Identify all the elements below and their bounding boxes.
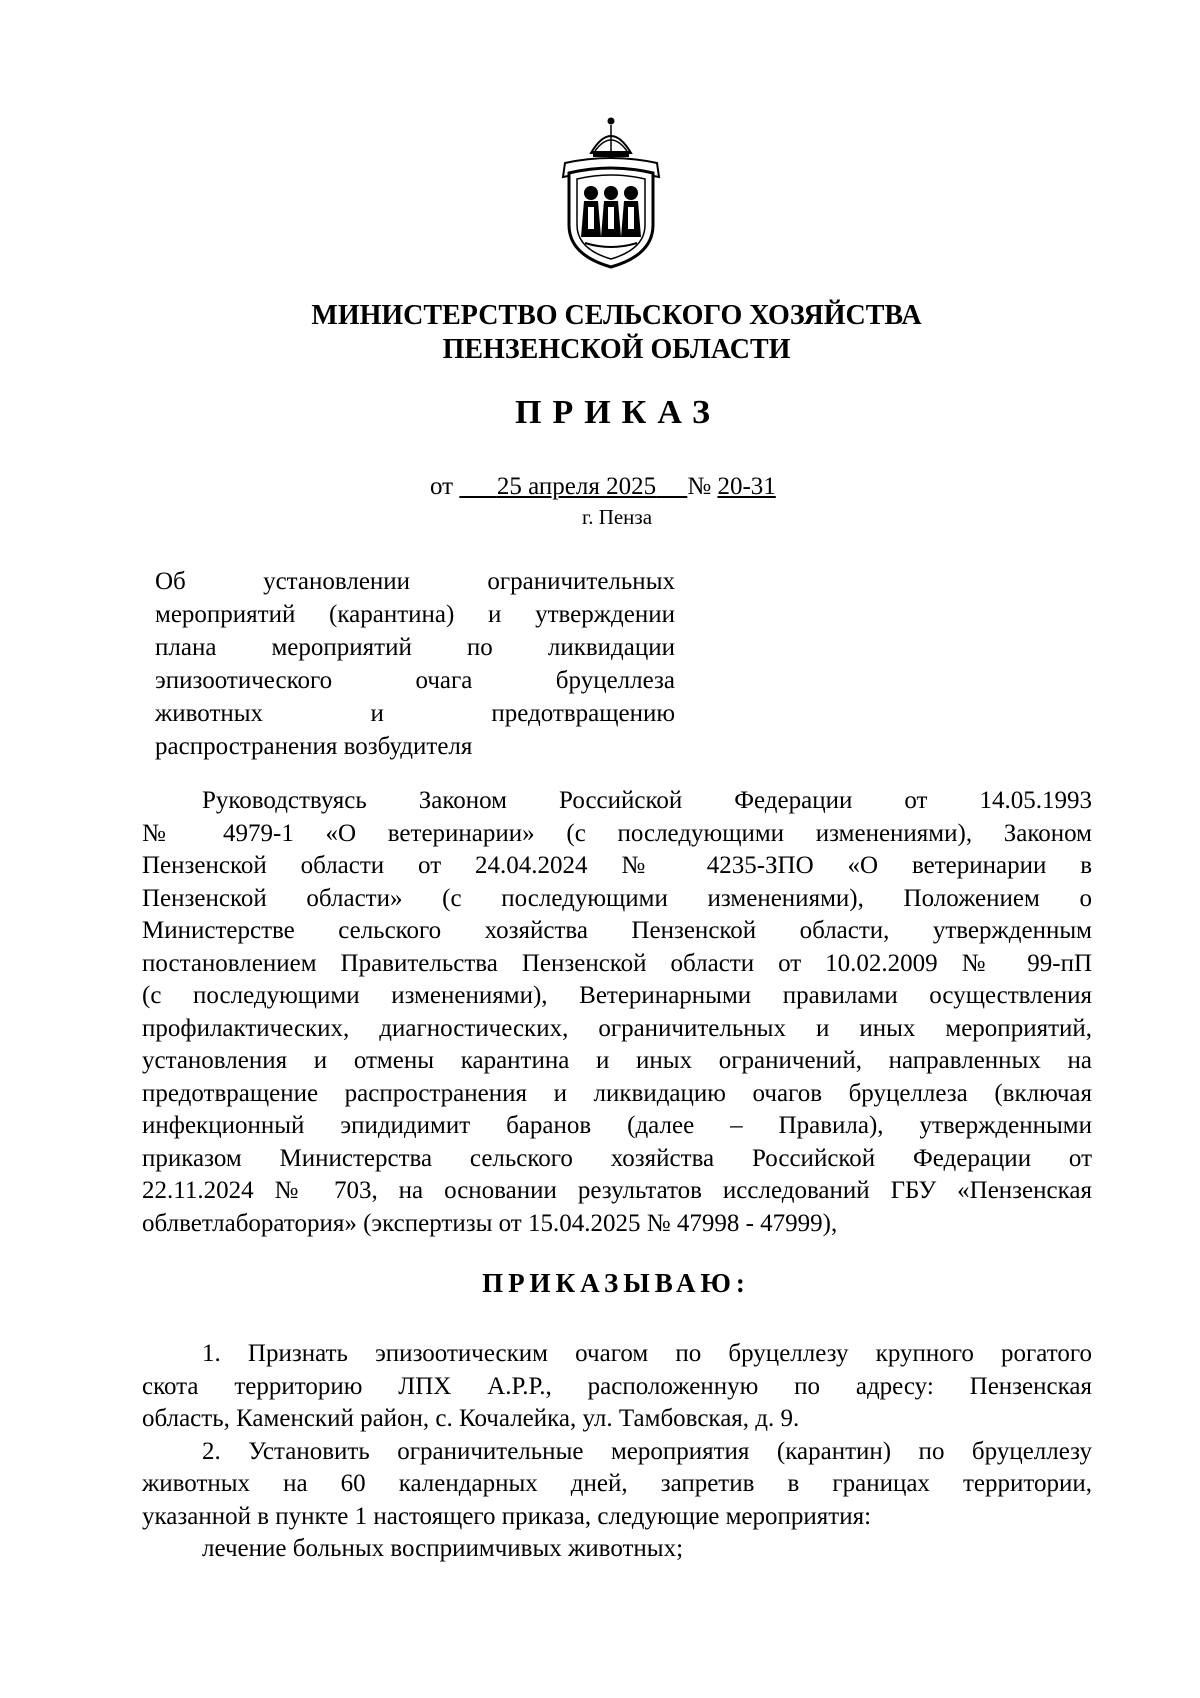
order-items: [142, 1338, 1092, 1566]
preamble-line: № 4979-1 «О ветеринарии» (с последующими изменениями), Законом: [142, 819, 1092, 847]
order-subject: [155, 565, 675, 763]
item-2-line: указанной в пункте 1 настоящего приказа, следующие мероприятия:: [142, 1502, 872, 1530]
preamble-line: постановлением Правительства Пензенской области от 10.02.2009 № 99-пП: [142, 949, 1092, 977]
preamble-line: установления и отмены карантина и иных ограничений, направленных на: [142, 1047, 1092, 1074]
document-type-title: ПРИКАЗ: [515, 394, 721, 431]
item-1-line: скота территорию ЛПХ А.Р.Р., расположенную по адресу: Пензенская: [142, 1372, 1092, 1400]
item-1-line: 1. Признать эпизоотическим очагом по бруцеллезу крупного рогатого: [202, 1340, 1092, 1367]
order-number: 20-31: [717, 473, 776, 500]
number-prefix: №: [687, 473, 712, 500]
subject-line: Об установлении ограничительных: [155, 568, 675, 595]
ministry-name-line1: МИНИСТЕРСТВО СЕЛЬСКОГО ХОЗЯЙСТВА: [311, 300, 922, 331]
city: г. Пенза: [581, 505, 653, 529]
preamble-line: Пензенской области от 24.04.2024 № 4235-ЗПО «О ветеринарии в: [142, 852, 1092, 879]
preamble-paragraph: [142, 785, 1092, 1240]
order-verb-heading: ПРИКАЗЫВАЮ:: [482, 1268, 750, 1298]
ministry-name-line2: ПЕНЗЕНСКОЙ ОБЛАСТИ: [442, 334, 791, 365]
preamble-line: профилактических, диагностических, ограничительных и иных мероприятий,: [142, 1014, 1092, 1042]
subject-line: животных и предотвращению: [155, 700, 675, 727]
item-2-line: животных на 60 календарных дней, запретив в границах территории,: [142, 1470, 1092, 1497]
subject-line: плана мероприятий по ликвидации: [155, 634, 675, 661]
preamble-line: Министерстве сельского хозяйства Пензенской области, утвержденным: [142, 917, 1092, 944]
order-date: 25 апреля 2025: [496, 473, 657, 500]
preamble-line: Руководствуясь Законом Российской Федерации от 14.05.1993: [202, 787, 1092, 814]
penza-coat-of-arms-icon: [555, 115, 667, 273]
preamble-line: приказом Министерства сельского хозяйства Российской Федерации от: [142, 1144, 1092, 1172]
preamble-line: Пензенской области» (с последующими изменениями), Положением о: [142, 884, 1092, 912]
subject-line: мероприятий (карантина) и утверждении: [155, 601, 675, 628]
preamble-line: (с последующими изменениями), Ветеринарными правилами осуществления: [142, 982, 1092, 1009]
item-1-line: область, Каменский район, с. Кочалейка, ул. Тамбовская, д. 9.: [142, 1405, 800, 1432]
preamble-line: облветлаборатория» (экспертизы от 15.04.2025 № 47998 - 47999),: [142, 1209, 838, 1237]
item-2-line: 2. Установить ограничительные мероприятия (карантин) по бруцеллезу: [202, 1437, 1092, 1465]
preamble-line: инфекционный эпидидимит баранов (далее – Правила), утвержденными: [142, 1112, 1092, 1139]
item-2-line: лечение больных восприимчивых животных;: [202, 1535, 684, 1562]
preamble-line: предотвращение распространения и ликвидацию очагов бруцеллеза (включая: [142, 1079, 1092, 1107]
subject-line: распространения возбудителя: [155, 733, 473, 760]
order-date-number: [430, 472, 776, 502]
date-prefix: от: [430, 473, 454, 500]
preamble-line: 22.11.2024 № 703, на основании результатов исследований ГБУ «Пензенская: [142, 1177, 1092, 1204]
subject-line: эпизоотического очага бруцеллеза: [155, 667, 675, 694]
